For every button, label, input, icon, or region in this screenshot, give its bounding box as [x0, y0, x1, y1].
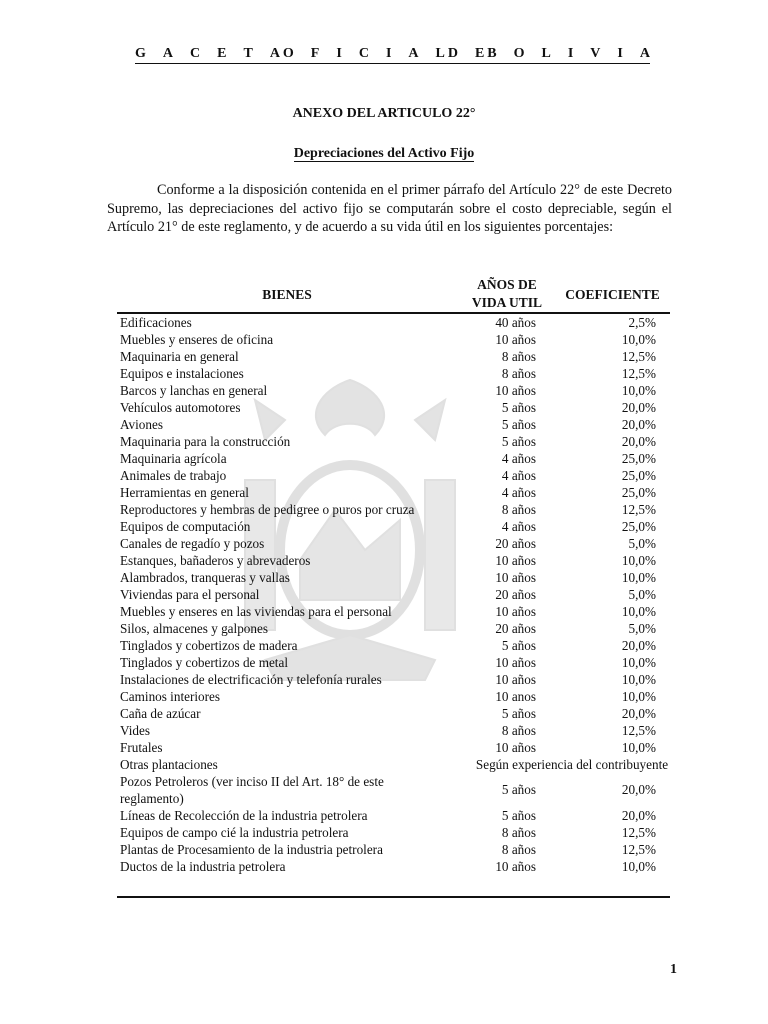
- column-header-coeficiente: COEFICIENTE: [565, 287, 660, 302]
- cell-bien: Caña de azúcar: [120, 706, 201, 721]
- gazette-header: [135, 46, 650, 64]
- table-row: [120, 620, 656, 637]
- cell-bien: Canales de regadío y pozos: [120, 536, 265, 551]
- cell-anos: 10 años: [495, 740, 536, 755]
- cell-bien: Tinglados y cobertizos de metal: [120, 655, 288, 670]
- cell-bien: Maquinaria para la construcción: [120, 434, 291, 449]
- cell-bien: Aviones: [120, 417, 163, 432]
- table-row: [120, 671, 656, 688]
- column-header-anos-line2: VIDA UTIL: [471, 295, 543, 310]
- cell-anos: 10 años: [495, 332, 536, 347]
- cell-anos: 10 años: [495, 383, 536, 398]
- cell-coeficiente: 20,0%: [621, 706, 656, 721]
- cell-coeficiente: 25,0%: [621, 485, 656, 500]
- annex-title: ANEXO DEL ARTICULO 22°: [292, 106, 476, 121]
- cell-coeficiente: 20,0%: [621, 782, 656, 797]
- table-row: [120, 450, 656, 467]
- cell-bien: Estanques, bañaderos y abrevaderos: [120, 553, 311, 568]
- cell-anos: 10 años: [495, 655, 536, 670]
- cell-bien: Muebles y enseres en las viviendas para el personal: [120, 604, 392, 619]
- cell-coeficiente: 12,5%: [621, 723, 656, 738]
- table-row: [120, 637, 656, 654]
- cell-anos: 10 anos: [495, 689, 536, 704]
- table-row: [120, 365, 656, 382]
- cell-anos: 10 años: [495, 570, 536, 585]
- cell-bien: Caminos interiores: [120, 689, 220, 704]
- cell-coeficiente: 20,0%: [621, 400, 656, 415]
- cell-coeficiente: 20,0%: [621, 638, 656, 653]
- table-row: [120, 518, 656, 535]
- intro-paragraph: Conforme a la disposición contenida en el primer párrafo del Artículo 22° de este Decreto Supremo, las depreciaciones del activo fijo se computarán sobre el costo depreciable, según el Artículo 21° de este reglamento, y de acuerdo a su vida útil en los siguientes porcentajes:: [107, 182, 672, 235]
- cell-bien: Líneas de Recolección de la industria petrolera: [120, 808, 368, 823]
- cell-bien: Vides: [120, 723, 150, 738]
- header-word: G A C E T A: [135, 46, 280, 61]
- cell-bien: Silos, almacenes y galpones: [120, 621, 268, 636]
- table-row: [120, 824, 656, 841]
- cell-coeficiente: 12,5%: [621, 825, 656, 840]
- cell-bien: Barcos y lanchas en general: [120, 383, 268, 398]
- cell-anos: 5 años: [501, 434, 536, 449]
- table-row: [120, 688, 656, 705]
- cell-coeficiente: 5,0%: [628, 621, 656, 636]
- subtitle-text: Depreciaciones del Activo Fijo: [293, 146, 475, 161]
- cell-coeficiente: 2,5%: [628, 315, 656, 330]
- cell-coeficiente: 5,0%: [628, 536, 656, 551]
- cell-bien: Plantas de Procesamiento de la industria petrolera: [120, 842, 383, 857]
- cell-coeficiente: 10,0%: [621, 655, 656, 670]
- cell-bien: Ductos de la industria petrolera: [120, 859, 286, 874]
- cell-coeficiente: 10,0%: [621, 570, 656, 585]
- cell-coeficiente: 12,5%: [621, 366, 656, 381]
- cell-bien: Edificaciones: [120, 315, 192, 330]
- cell-coeficiente: 20,0%: [621, 808, 656, 823]
- cell-coeficiente: 25,0%: [621, 519, 656, 534]
- cell-anos: 4 años: [501, 519, 536, 534]
- table-row: [120, 756, 669, 773]
- depreciation-table: [120, 314, 669, 875]
- section-subtitle: [0, 146, 768, 162]
- cell-anos: 10 años: [495, 672, 536, 687]
- cell-coeficiente: 10,0%: [621, 332, 656, 347]
- column-header-anos-line1: AÑOS DE: [477, 277, 537, 292]
- cell-bien: Reproductores y hembras de pedigree o puros por cruza: [120, 502, 415, 517]
- table-row: [120, 552, 656, 569]
- table-row: [120, 773, 656, 807]
- cell-coeficiente: 10,0%: [621, 689, 656, 704]
- table-row: [120, 382, 656, 399]
- cell-coeficiente: 10,0%: [621, 740, 656, 755]
- cell-bien: Animales de trabajo: [120, 468, 227, 483]
- cell-anos: 20 años: [495, 587, 536, 602]
- table-row: [120, 467, 656, 484]
- table-row: [120, 722, 656, 739]
- cell-anos: 5 años: [501, 400, 536, 415]
- table-row: [120, 416, 656, 433]
- cell-bien: Pozos Petroleros (ver inciso II del Art. 18° de este reglamento): [120, 774, 384, 806]
- table-bottom-rule: [117, 896, 670, 898]
- table-row: [120, 433, 656, 450]
- page-number: 1: [670, 962, 677, 977]
- cell-anos: 8 años: [501, 366, 536, 381]
- table-row: [120, 399, 656, 416]
- header-word: D E: [447, 46, 485, 61]
- table-row: [120, 501, 656, 518]
- cell-anos: 20 años: [495, 536, 536, 551]
- cell-bien: Maquinaria agrícola: [120, 451, 227, 466]
- cell-bien: Viviendas para el personal: [120, 587, 260, 602]
- cell-bien: Equipos de computación: [120, 519, 251, 534]
- cell-anos: 10 años: [495, 859, 536, 874]
- cell-anos: 5 años: [501, 706, 536, 721]
- cell-coeficiente: 10,0%: [621, 553, 656, 568]
- column-header-anos: [452, 276, 562, 312]
- cell-coeficiente: 10,0%: [621, 672, 656, 687]
- cell-bien: Frutales: [120, 740, 163, 755]
- cell-anos: 5 años: [501, 417, 536, 432]
- cell-anos: 5 años: [501, 808, 536, 823]
- table-row: [120, 705, 656, 722]
- cell-anos: 4 años: [501, 451, 536, 466]
- cell-bien: Otras plantaciones: [120, 757, 218, 772]
- cell-anos: 8 años: [501, 349, 536, 364]
- table-row: [120, 331, 656, 348]
- table-row: [120, 348, 656, 365]
- cell-coeficiente: 5,0%: [628, 587, 656, 602]
- table-row: [120, 569, 656, 586]
- table-row: [120, 314, 656, 331]
- cell-anos: 20 años: [495, 621, 536, 636]
- cell-anos: 8 años: [501, 842, 536, 857]
- table-row: [120, 535, 656, 552]
- cell-bien: Alambrados, tranqueras y vallas: [120, 570, 290, 585]
- cell-bien: Instalaciones de electrificación y telefonía rurales: [120, 672, 382, 687]
- table-row: [120, 603, 656, 620]
- cell-anos: 10 años: [495, 553, 536, 568]
- cell-coeficiente: 12,5%: [621, 502, 656, 517]
- cell-anos: 8 años: [501, 502, 536, 517]
- cell-bien: Herramientas en general: [120, 485, 249, 500]
- cell-coeficiente: 12,5%: [621, 349, 656, 364]
- cell-bien: Equipos e instalaciones: [120, 366, 244, 381]
- cell-coeficiente: 25,0%: [621, 451, 656, 466]
- cell-span-note: Según experiencia del contribuyente: [475, 757, 669, 772]
- cell-anos: 4 años: [501, 485, 536, 500]
- cell-anos: 40 años: [495, 315, 536, 330]
- table-row: [120, 654, 656, 671]
- column-header-bienes: BIENES: [262, 287, 312, 302]
- header-word: B O L I V I A: [487, 46, 650, 61]
- cell-bien: Tinglados y cobertizos de madera: [120, 638, 298, 653]
- cell-coeficiente: 25,0%: [621, 468, 656, 483]
- table-row: [120, 841, 656, 858]
- cell-anos: 8 años: [501, 723, 536, 738]
- cell-bien: Vehículos automotores: [120, 400, 241, 415]
- cell-anos: 8 años: [501, 825, 536, 840]
- cell-bien: Equipos de campo cié la industria petrolera: [120, 825, 349, 840]
- cell-coeficiente: 20,0%: [621, 434, 656, 449]
- cell-anos: 4 años: [501, 468, 536, 483]
- cell-coeficiente: 12,5%: [621, 842, 656, 857]
- cell-coeficiente: 10,0%: [621, 604, 656, 619]
- cell-coeficiente: 10,0%: [621, 383, 656, 398]
- table-row: [120, 484, 656, 501]
- cell-coeficiente: 10,0%: [621, 859, 656, 874]
- cell-anos: 5 años: [501, 782, 536, 797]
- cell-bien: Maquinaria en general: [120, 349, 239, 364]
- table-row: [120, 586, 656, 603]
- table-row: [120, 858, 656, 875]
- table-row: [120, 739, 656, 756]
- cell-coeficiente: 20,0%: [621, 417, 656, 432]
- cell-anos: 5 años: [501, 638, 536, 653]
- cell-anos: 10 años: [495, 604, 536, 619]
- cell-bien: Muebles y enseres de oficina: [120, 332, 274, 347]
- header-word: O F I C I A L: [282, 46, 445, 61]
- table-row: [120, 807, 656, 824]
